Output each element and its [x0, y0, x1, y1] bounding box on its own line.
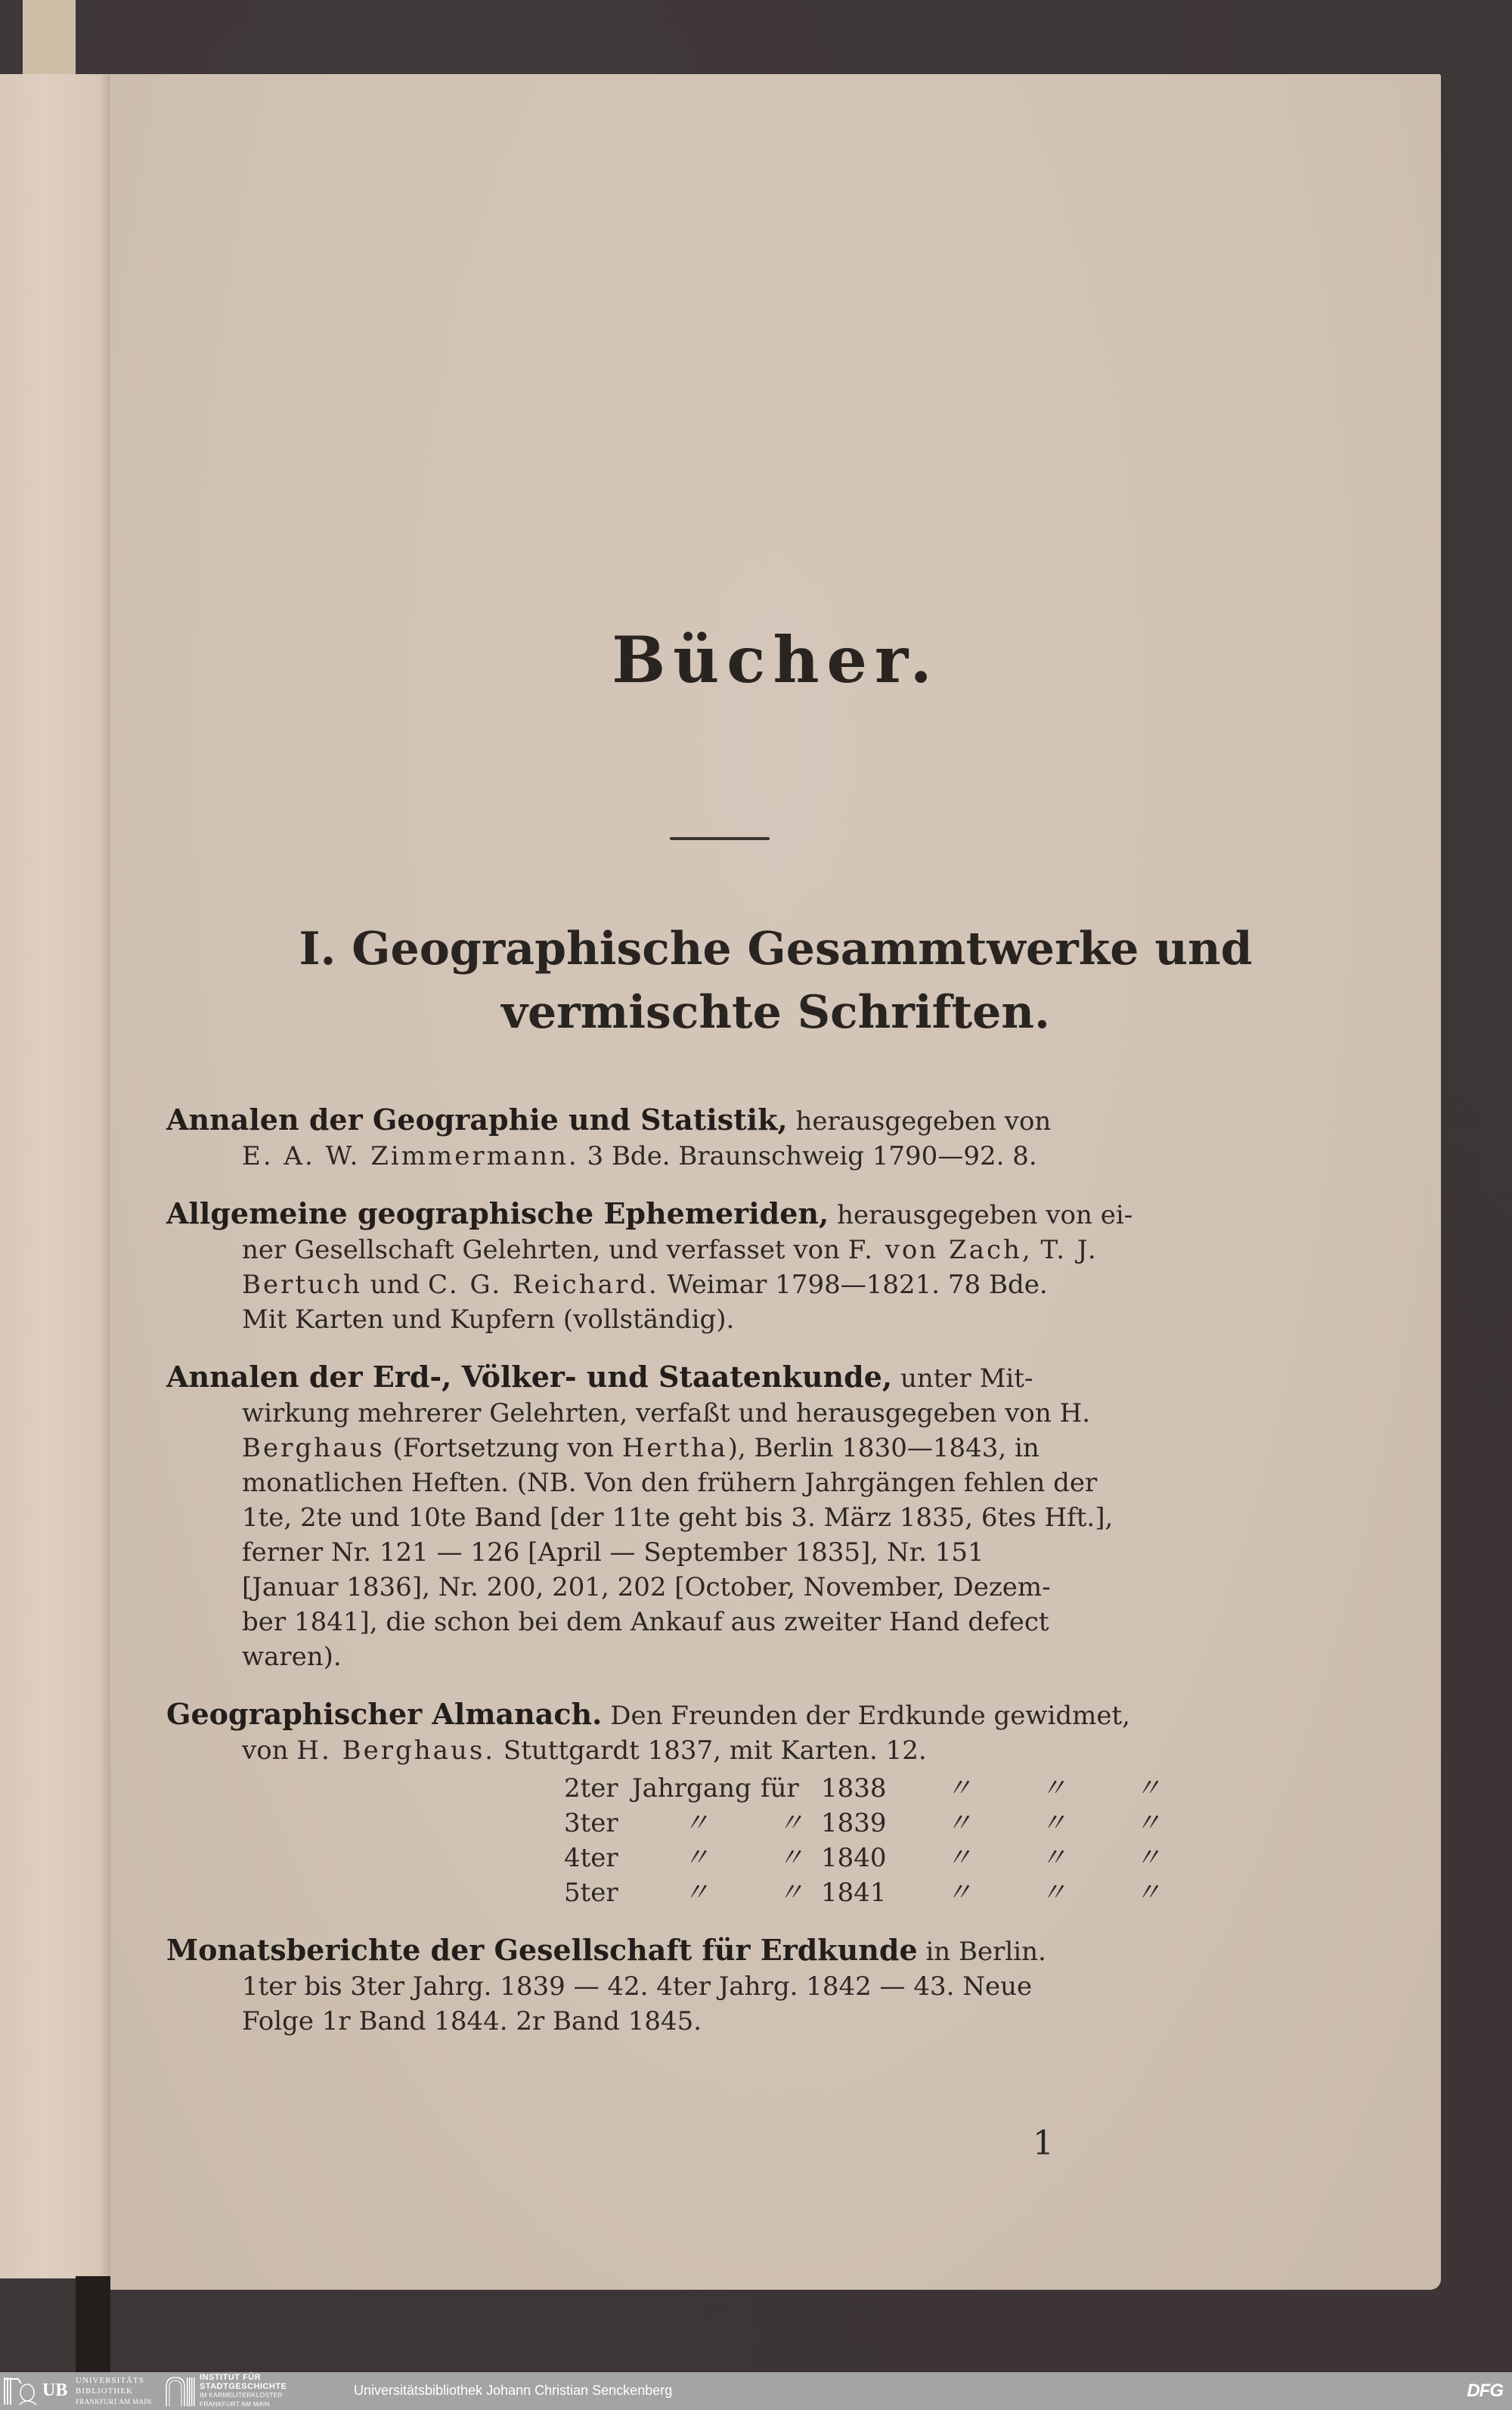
entry-line: waren). — [242, 1642, 342, 1672]
ub-emblem-icon — [3, 2376, 41, 2406]
bibliography-entry — [166, 1933, 1300, 2039]
entry-author: E. A. W. Zimmermann. — [242, 1141, 579, 1171]
entry-first-line — [166, 1103, 1300, 1139]
volume-year: 1839 — [821, 1808, 887, 1838]
left-page-edge — [0, 74, 110, 2278]
entry-text: herausgegeben von — [795, 1106, 1052, 1137]
library-name: Universitätsbibliothek Johann Christian Senckenberg — [354, 2383, 673, 2398]
institute-line: FRANKFURT AM MAIN — [200, 2399, 270, 2408]
entry-line: 1ter bis 3ter Jahrg. 1839 — 42. 4ter Jahrg. 1842 — 43. Neue — [242, 1971, 1033, 2002]
entry-text: ner Gesellschaft Gelehrten, und verfasset von — [242, 1235, 840, 1265]
footer-bar — [0, 2372, 1512, 2410]
entry-text: Weimar 1798—1821. 78 Bde. — [667, 1270, 1048, 1300]
entry-author: T. J. — [1040, 1235, 1098, 1265]
ditto-mark: 〃 — [1040, 1878, 1067, 1908]
ditto-mark: 〃 — [778, 1878, 804, 1908]
entry-author: H. Berghaus. — [296, 1735, 496, 1766]
entry-line: ber 1841], die schon bei dem Ankauf aus zweiter Hand defect — [242, 1607, 1049, 1637]
ditto-mark: 〃 — [1040, 1808, 1067, 1838]
institute-name — [200, 2374, 343, 2408]
section-heading: I. Geographische Gesammtwerke und vermischte Schriften. — [299, 923, 1253, 1039]
entry-first-line — [166, 1196, 1300, 1233]
entry-title: Geographischer Almanach. — [166, 1697, 603, 1731]
entry-title: Annalen der Geographie und Statistik, — [166, 1103, 788, 1137]
entry-text: in Berlin. — [925, 1937, 1046, 1967]
bibliography-entry — [166, 1103, 1300, 1174]
ditto-mark: 〃 — [683, 1878, 709, 1908]
entry-title: Allgemeine geographische Ephemeriden, — [166, 1196, 829, 1230]
entry-line — [166, 1267, 1300, 1302]
entry-line: wirkung mehrerer Gelehrten, verfaßt und herausgegeben von H. — [242, 1398, 1091, 1428]
ditto-mark: 〃 — [683, 1808, 709, 1838]
entry-line — [166, 1139, 1300, 1174]
volume-year: 1838 — [821, 1773, 887, 1804]
ditto-mark: 〃 — [1135, 1773, 1161, 1804]
page-content — [110, 74, 1441, 2290]
ub-line: BIBLIOTHEK — [76, 2387, 133, 2396]
entry-author: F. von Zach, — [847, 1235, 1033, 1265]
entry-author: Hertha — [621, 1433, 728, 1463]
ditto-mark: 〃 — [778, 1843, 804, 1873]
book-page — [110, 74, 1441, 2290]
ditto-mark: 〃 — [1040, 1773, 1067, 1804]
ditto-mark: 〃 — [946, 1878, 972, 1908]
ditto-mark: 〃 — [778, 1808, 804, 1838]
entry-text: herausgegeben von ei- — [837, 1200, 1133, 1230]
entry-line: 1te, 2te und 10te Band [der 11te geht bis 3. März 1835, 6tes Hft.], — [242, 1503, 1114, 1533]
volume-year: 1841 — [821, 1878, 887, 1908]
bibliography-list — [166, 1103, 1300, 2061]
page-gutter-shadow — [76, 2276, 110, 2372]
entry-line — [166, 1431, 1300, 1466]
entry-author: Berghaus — [242, 1433, 385, 1463]
volume-year: 1840 — [821, 1843, 887, 1873]
gothic-arch-icon — [163, 2376, 195, 2406]
volume-ordinal: 5ter — [564, 1878, 618, 1908]
entry-line — [166, 1733, 1300, 1768]
ditto-mark: 〃 — [1135, 1878, 1161, 1908]
bibliography-entry — [166, 1360, 1300, 1674]
entry-line: monatlichen Heften. (NB. Von den frühern Jahrgängen fehlen der — [242, 1468, 1098, 1498]
ub-name — [76, 2375, 159, 2407]
entry-text: ), Berlin 1830—1843, in — [727, 1433, 1040, 1463]
entry-title: Annalen der Erd-, Völker- und Staatenkunde, — [166, 1360, 893, 1394]
entry-text: von — [242, 1735, 289, 1766]
bibliography-entry — [166, 1697, 1300, 1768]
volume-for: für — [761, 1773, 799, 1804]
entry-text: Den Freunden der Erdkunde gewidmet, — [610, 1701, 1130, 1731]
binding-strip — [23, 0, 76, 76]
ditto-mark: 〃 — [1135, 1843, 1161, 1873]
almanac-volumes-table — [564, 1771, 1300, 1910]
entry-line: [Januar 1836], Nr. 200, 201, 202 [October, November, Dezem- — [242, 1572, 1051, 1602]
entry-first-line — [166, 1360, 1300, 1396]
entry-first-line — [166, 1697, 1300, 1733]
title-divider — [670, 837, 770, 840]
volume-row — [564, 1841, 1300, 1875]
ub-line: UNIVERSITÄTS — [76, 2376, 144, 2385]
entry-line: ferner Nr. 121 — 126 [April — September 1835], Nr. 151 — [242, 1537, 984, 1568]
ditto-mark: 〃 — [1040, 1843, 1067, 1873]
dfg-logo: DFG — [1467, 2381, 1503, 2401]
entry-author: Bertuch — [242, 1270, 362, 1300]
institute-line: STADTGESCHICHTE — [200, 2381, 287, 2391]
entry-text: unter Mit- — [900, 1363, 1033, 1394]
volume-ordinal: 2ter — [564, 1773, 618, 1804]
entry-text: Stuttgardt 1837, mit Karten. 12. — [503, 1735, 927, 1766]
institute-line: IM KARMELITERKLOSTER — [200, 2391, 283, 2399]
entry-text: und — [370, 1270, 420, 1300]
entry-title: Monatsberichte der Gesellschaft für Erdkunde — [166, 1933, 918, 1967]
institute-line: INSTITUT FÜR — [200, 2373, 262, 2382]
entry-line: Folge 1r Band 1844. 2r Band 1845. — [242, 2006, 702, 2036]
volume-row — [564, 1806, 1300, 1841]
entry-line: Mit Karten und Kupfern (vollständig). — [242, 1304, 735, 1335]
volume-row — [564, 1875, 1300, 1910]
entry-line — [166, 1233, 1300, 1267]
ditto-mark: 〃 — [1135, 1808, 1161, 1838]
ditto-mark: 〃 — [683, 1843, 709, 1873]
ub-line: FRANKFURT AM MAIN — [76, 2398, 152, 2405]
volume-label: Jahrgang — [632, 1773, 751, 1804]
entry-text: 3 Bde. Braunschweig 1790—92. 8. — [587, 1141, 1037, 1171]
entry-first-line — [166, 1933, 1300, 1969]
ditto-mark: 〃 — [946, 1843, 972, 1873]
bibliography-entry — [166, 1196, 1300, 1337]
volume-ordinal: 3ter — [564, 1808, 618, 1838]
page-number: 1 — [1033, 2124, 1054, 2163]
entry-author: C. G. Reichard. — [428, 1270, 659, 1300]
volume-ordinal: 4ter — [564, 1843, 618, 1873]
ditto-mark: 〃 — [946, 1773, 972, 1804]
page-title: Bücher. — [612, 622, 940, 697]
ub-logo-text: UB — [42, 2381, 68, 2400]
entry-text: (Fortsetzung von — [392, 1433, 614, 1463]
ditto-mark: 〃 — [946, 1808, 972, 1838]
volume-row — [564, 1771, 1300, 1806]
